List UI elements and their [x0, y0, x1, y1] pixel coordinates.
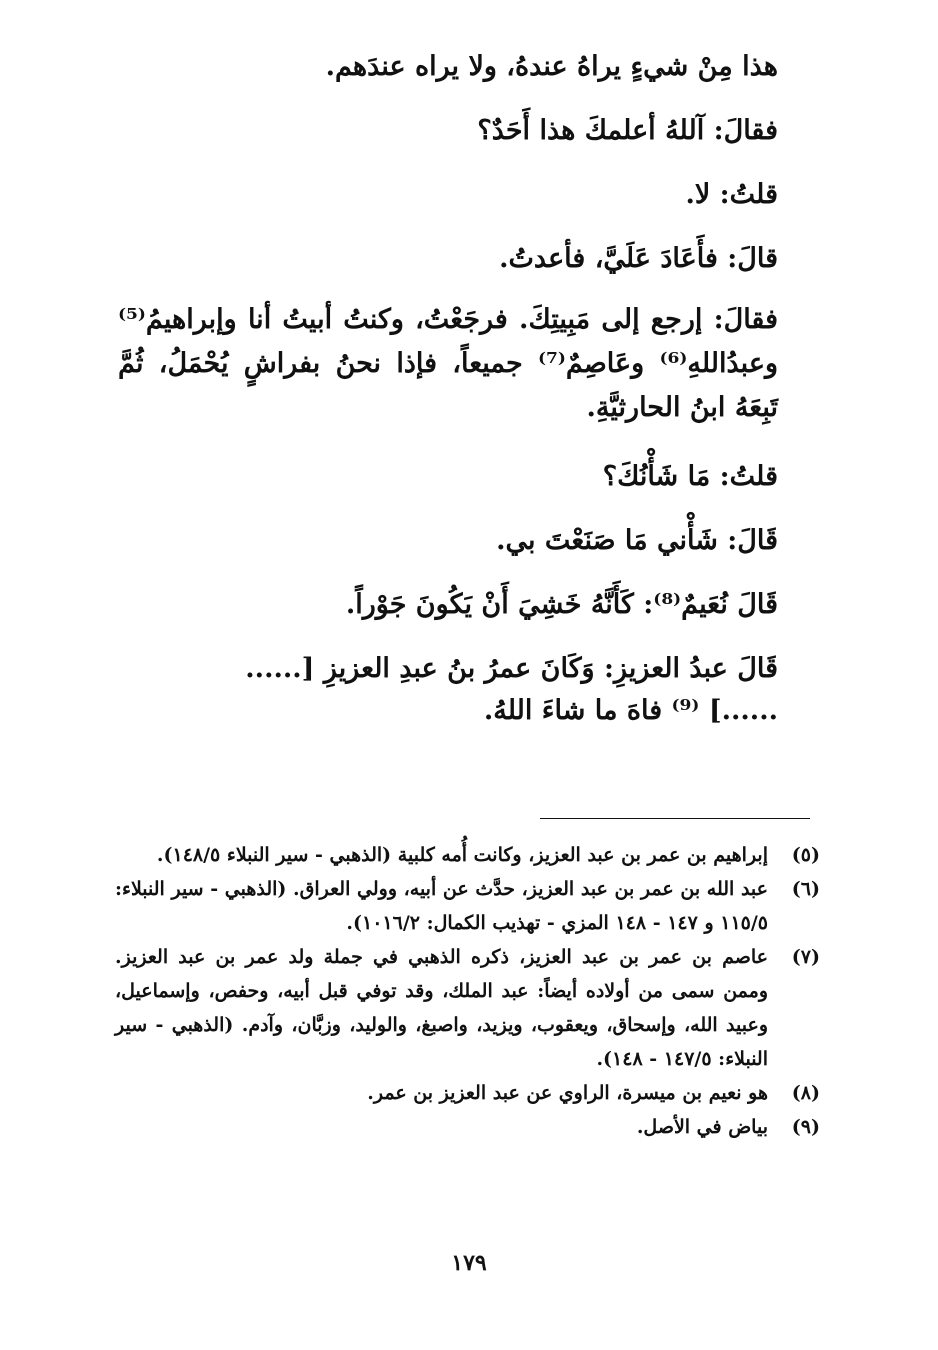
footnote-text: إبراهيم بن عمر بن عبد العزيز، وكانت أُمه كلبية (الذهبي - سير النبلاء ١٤٨/٥). — [156, 844, 768, 866]
text-line-4: قالَ: فأَعَادَ عَلَيَّ، فأعدتُ. — [499, 243, 778, 274]
footnote-9 — [115, 1110, 820, 1144]
main-text — [118, 50, 778, 728]
text-line-2: فقالَ: آللهُ أعلمكَ هذا أَحَدٌ؟ — [477, 115, 778, 146]
footnote-divider — [540, 818, 810, 819]
footnote-number: (٦) — [791, 878, 820, 900]
footnote-number: (٩) — [791, 1116, 820, 1138]
footnote-text: عبد الله بن عمر بن عبد العزيز، حدَّث عن أبيه، وولي العراق. (الذهبي - سير النبلاء: ١١٥/٥ و ١٤٧ - ١٤٨ المزي - تهذيب الكمال: ١٠١٦/٢). — [115, 878, 768, 934]
text-line-6: قلتُ: مَا شَأْنُكَ؟ — [602, 461, 778, 492]
footnote-text: بياض في الأصل. — [636, 1116, 768, 1138]
footnote-number: (٧) — [791, 946, 820, 968]
text-line-8: قَالَ نُعَيمٌ⁽⁸⁾: كَأَنَّهُ خَشِيَ أَنْ يَكُونَ جَوْراً. — [345, 589, 778, 620]
footnote-7 — [115, 940, 820, 1076]
text-line-1: هذا مِنْ شيءٍ يراهُ عندهُ، ولا يراه عندَهم. — [325, 51, 778, 82]
text-line-7: قَالَ: شَأْني مَا صَنَعْتَ بي. — [496, 525, 778, 556]
footnote-text: عاصم بن عمر بن عبد العزيز، ذكره الذهبي في جملة ولد عمر بن عبد العزيز. وممن سمى من أولاده أيضاً: عبد الملك، وقد توفي قبل أبيه، وحفص، وإسماعيل، وعبيد الله، وإسحاق، ويعقوب، ويزيد، واصبغ، والوليد، وزبَّان، وآدم. (الذهبي - سير النبلاء: ١٤٧/٥ - ١٤٨). — [115, 946, 768, 1070]
text-line-9: قَالَ عبدُ العزيزِ: وَكَانَ عمرُ بنُ عبدِ العزيزِ [...... — [245, 653, 778, 684]
footnotes — [115, 838, 820, 1144]
footnote-6 — [115, 872, 820, 940]
footnote-5 — [115, 838, 820, 872]
text-paragraph-5: فقالَ: إرجع إلى مَبِيتِكَ. فرجَعْتُ، وكنتُ أبيتُ أنا وإبراهيمُ⁽⁵⁾ وعبدُاللهِ⁽⁶⁾ وعَاصِمٌ⁽⁷⁾ جميعاً، فإذا نحنُ بفراشٍ يُحْمَلُ، ثُمَّ تَبِعَهُ ابنُ الحارثيَّةِ. — [118, 304, 778, 423]
footnote-number: (٥) — [791, 844, 820, 866]
footnote-text: هو نعيم بن ميسرة، الراوي عن عبد العزيز بن عمر. — [367, 1082, 768, 1104]
footnote-8 — [115, 1076, 820, 1110]
page-number: ١٧٩ — [451, 1250, 487, 1276]
text-line-10: ......] ⁽⁹⁾ فاهَ ما شاءَ اللهُ. — [483, 695, 778, 726]
footnote-number: (٨) — [791, 1082, 820, 1104]
text-line-3: قلتُ: لا. — [685, 179, 778, 210]
